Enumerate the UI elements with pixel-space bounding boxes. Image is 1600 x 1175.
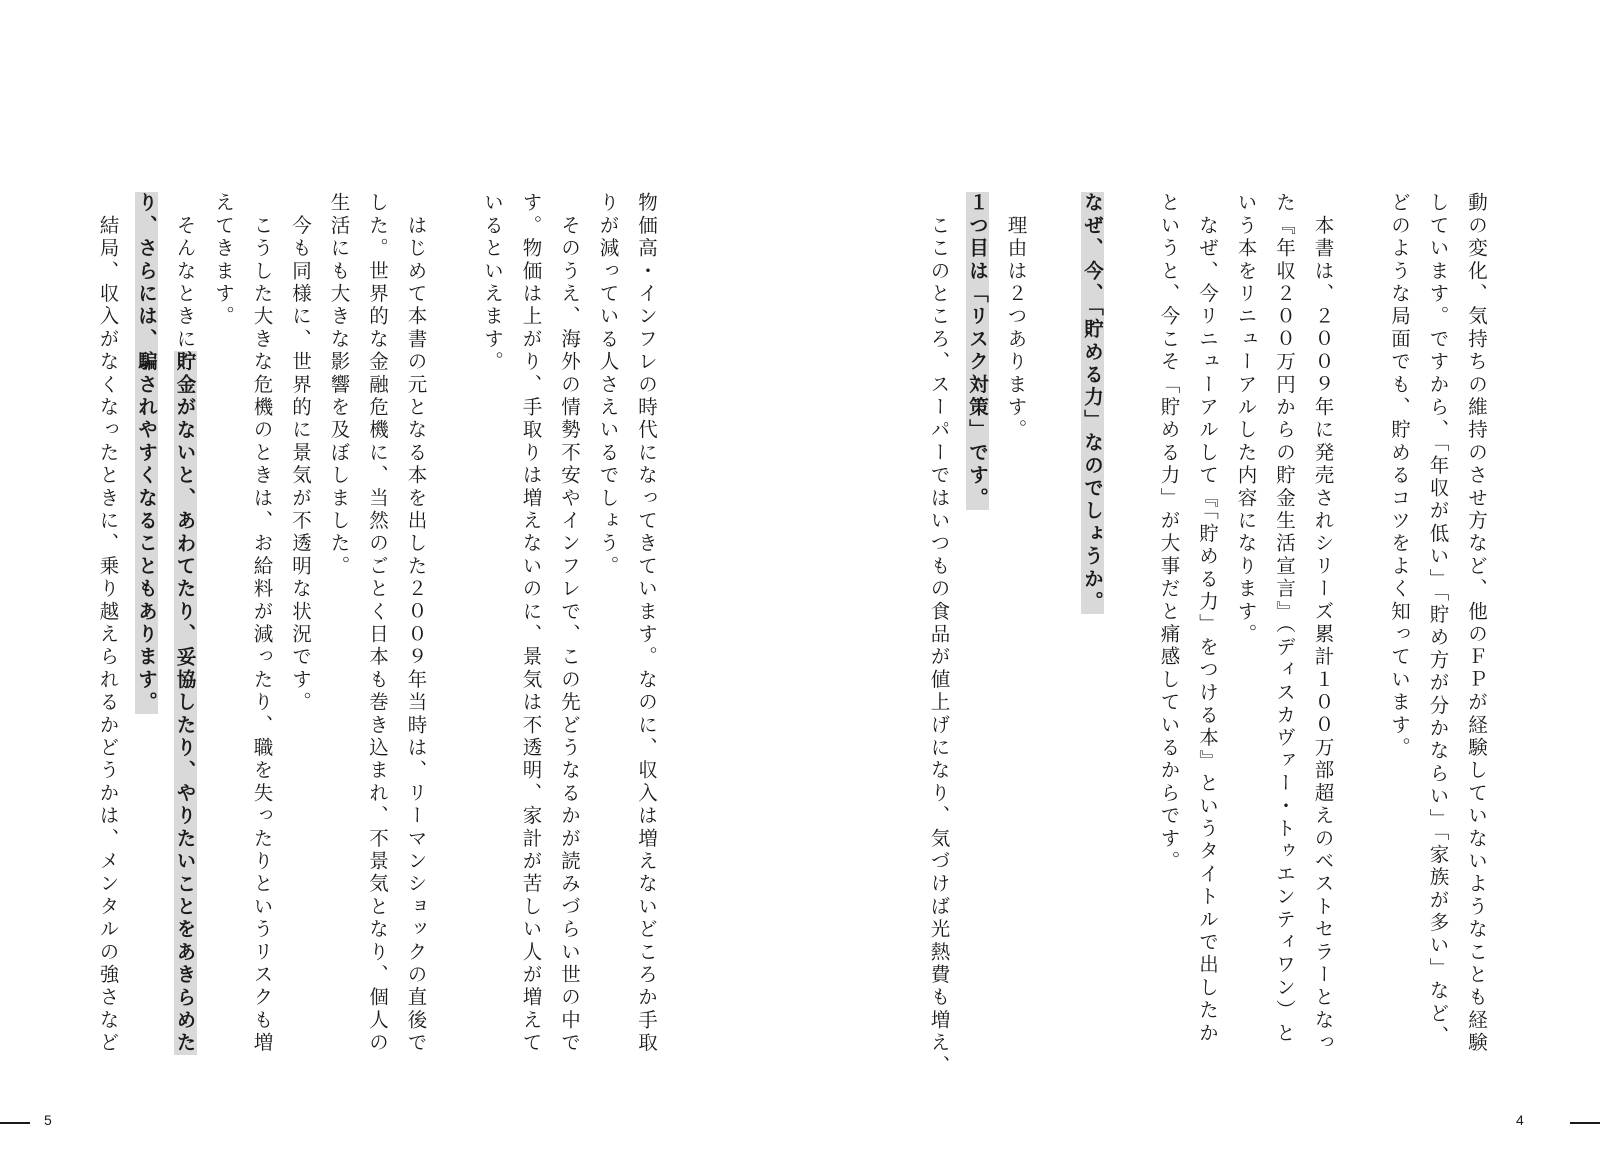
right-page (800, 0, 1600, 1175)
page-number: 5 (44, 1112, 52, 1128)
body-line: た『年収２００万円からの貯金生活宣言』（ディスカヴァー・トゥエンティワン）と (1273, 192, 1296, 1045)
paragraph-gap (1035, 192, 1073, 1032)
body-line: しています。ですから、「年収が低い」「貯め方が分かならい」「家族が多い」など、 (1426, 192, 1450, 1049)
folio-rule (0, 1122, 30, 1124)
heading-highlight: なぜ、今、「貯める力」なのでしょうか。 (1081, 192, 1104, 614)
body-line: いるといえます。 (481, 192, 504, 374)
page-number: 4 (1516, 1112, 1524, 1128)
body-line: す。物価は上がり、手取りは増えないのに、景気は不透明、家計が苦しい人が増えて (519, 192, 543, 1055)
body-line: いう本をリニューアルした内容になります。 (1234, 192, 1258, 646)
body-line: ここのところ、スーパーではいつもの食品が値上げになり、気づけば光熱費も増え、 (927, 192, 951, 1078)
body-line: えてきます。 (212, 192, 235, 329)
body-line: なぜ、今リニューアルして『「貯める力」をつける本』というタイトルで出したか (1196, 192, 1219, 1045)
body-line: 理由は２つあります。 (1004, 192, 1028, 442)
left-page-body (88, 192, 665, 1055)
paragraph-gap (1342, 192, 1380, 1032)
body-line: どのような局面でも、貯めるコツをよく知っています。 (1388, 192, 1411, 760)
right-page-body (919, 192, 1495, 1078)
section-heading (1073, 192, 1112, 1032)
emphasis-highlight: り、さらには、騙されやすくなることもあります。 (135, 192, 158, 715)
subheading (958, 192, 997, 1032)
paragraph-gap (435, 192, 473, 1032)
body-line: 今も同様に、世界的に景気が不透明な状況です。 (289, 192, 312, 715)
paragraph-gap (1111, 192, 1149, 1032)
emphasis-highlight: 貯金がないと、あわてたり、妥協したり、やりたいことをあきらめた (173, 350, 197, 1055)
body-line: というと、今こそ「貯める力」が大事だと痛感しているからです。 (1157, 192, 1181, 873)
folio-rule (1570, 1122, 1600, 1124)
body-line (127, 192, 166, 1032)
subheading-highlight: １つ目は「リスク対策」です。 (966, 192, 989, 510)
body-text: そんなときに (173, 192, 197, 351)
body-line: 物価高・インフレの時代になってきています。なのに、収入は増えないどころか手取 (635, 192, 658, 1055)
body-line: りが減っている人さえいるでしょう。 (596, 192, 620, 578)
body-line: 動の変化、気持ちの維持のさせ方など、他のＦＰが経験していないようなことも経験 (1465, 192, 1488, 1055)
body-line: 生活にも大きな影響を及ぼしました。 (327, 192, 351, 578)
body-line: はじめて本書の元となる本を出した２００９年当時は、リーマンショックの直後で (404, 192, 428, 1055)
body-line: こうした大きな危機のときは、お給料が減ったり、職を失ったりというリスクも増 (250, 192, 274, 1055)
body-line: した。世界的な金融危機に、当然のごとく日本も巻き込まれ、不景気となり、個人の (366, 192, 389, 1055)
body-line: 本書は、２００９年に発売されシリーズ累計１００万部超えのベストセラーとなっ (1311, 192, 1335, 1055)
body-line: そのうえ、海外の情勢不安やインフレで、この先どうなるかが読みづらい世の中で (558, 192, 581, 1055)
body-line (165, 192, 204, 1055)
body-line: 結局、収入がなくなったときに、乗り越えられるかどうかは、メンタルの強さなど (96, 192, 120, 1055)
